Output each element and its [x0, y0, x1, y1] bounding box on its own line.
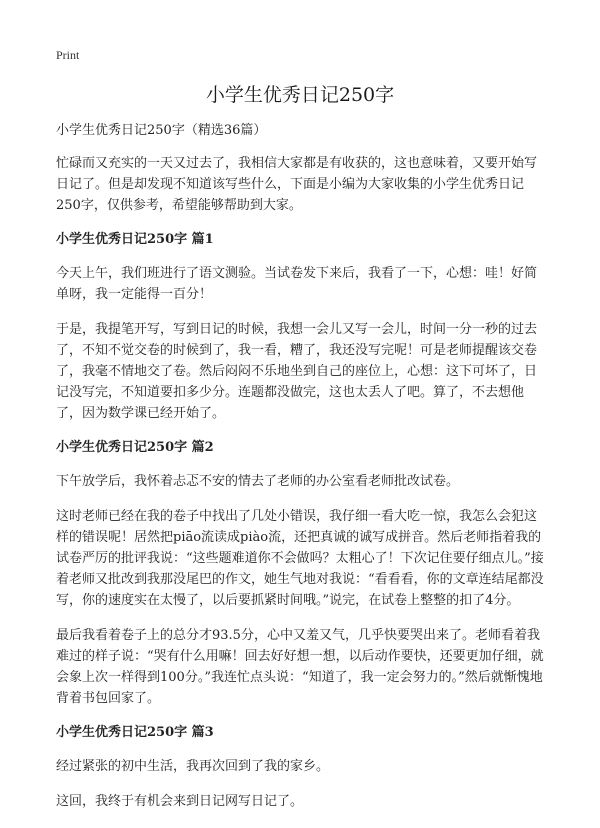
paragraph: 今天上午，我们班进行了语文测验。当试卷发下来后，我看了一下，心想：哇！好简单呀，我一定能得一百分！ — [56, 266, 538, 302]
section-heading-2: 小学生优秀日记250字 篇2 — [56, 440, 214, 455]
article-body — [56, 120, 546, 826]
section-heading-1: 小学生优秀日记250字 篇1 — [56, 232, 214, 247]
paragraph: 经过紧张的初中生活，我再次回到了我的家乡。 — [56, 759, 330, 774]
section-heading-3: 小学生优秀日记250字 篇3 — [56, 725, 214, 740]
paragraph: 这时老师已经在我的卷子中找出了几处小错误，我仔细一看大吃一惊，我怎么会犯这样的错误呢！居然把piāo流读成piào流，还把真诚的诚写成拼音。然后老师指着我的试卷严厉的批评我说：“这些题难道你不会做吗？太粗心了！下次记住要仔细点儿。”接着老师又批改到我那没尾巴的作文，她生气地对我说：“看看看，你的文章连结尾都没写，你的速度实在太慢了，以后要抓紧时间哦。”说完，在试卷上整整的扣了4分。 — [56, 509, 544, 608]
page-title: 小学生优秀日记250字 — [205, 84, 395, 106]
paragraph: 下午放学后，我怀着忐忑不安的情去了老师的办公室看老师批改试卷。 — [56, 474, 460, 489]
paragraph: 这回，我终于有机会来到日记网写日记了。 — [56, 794, 304, 809]
paragraph: 最后我看着卷子上的总分才93.5分，心中又羞又气，几乎快要哭出来了。老师看着我难过的样子说：“哭有什么用嘛！回去好好想一想，以后动作要快，还要更加仔细，就会象上次一样得到100分。”我连忙点头说：“知道了，我一定会努力的。”然后就惭愧地背着书包回家了。 — [56, 628, 544, 706]
intro-paragraph: 忙碌而又充实的一天又过去了，我相信大家都是有收获的，这也意味着，又要开始写日记了。但是却发现不知道该写些什么，下面是小编为大家收集的小学生优秀日记250字，仅供参考，希望能够帮助到大家。 — [56, 156, 538, 213]
article-subtitle: 小学生优秀日记250字（精选36篇） — [56, 123, 267, 138]
print-link[interactable]: Print — [56, 48, 80, 62]
paragraph: 于是，我提笔开写，写到日记的时候，我想一会儿又写一会儿，时间一分一秒的过去了，不知不觉交卷的时候到了，我一看，糟了，我还没写完呢！可是老师提醒该交卷了，我毫不情地交了卷。然后闷闷不乐地坐到自己的座位上，心想：这下可坏了，日记没写完，不知道要扣多少分。连题都没做完，这也太丢人了吧。算了，不去想他了，因为数学课已经开始了。 — [56, 322, 538, 421]
